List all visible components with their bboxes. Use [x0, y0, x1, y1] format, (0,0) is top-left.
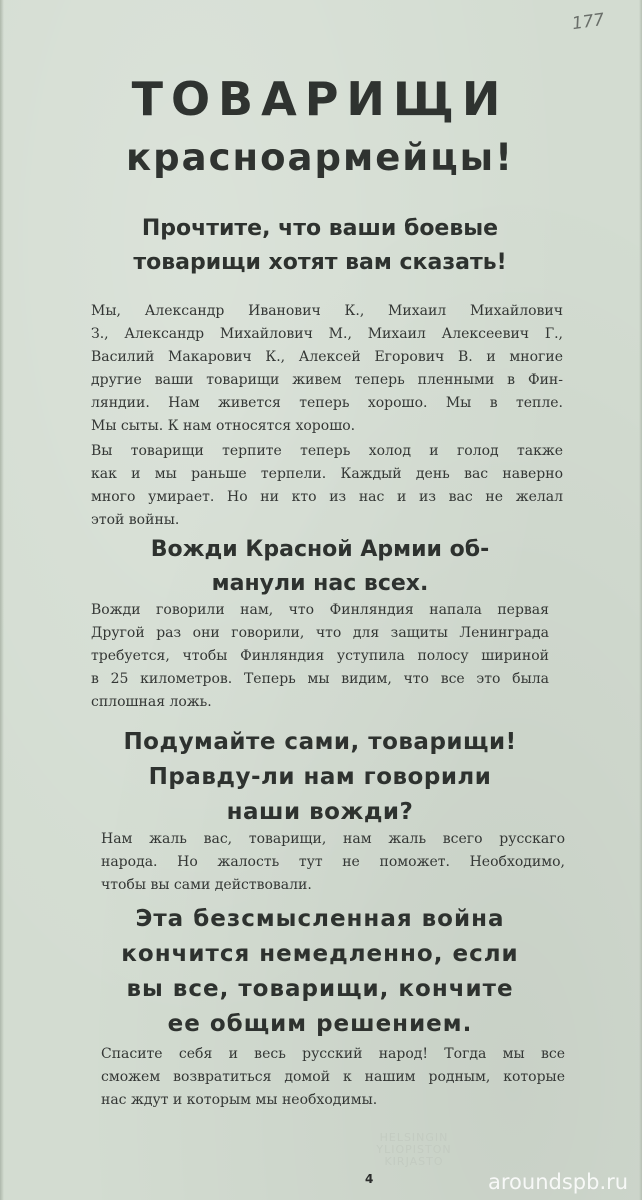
paragraph-line: сплошная ложь. — [91, 694, 212, 710]
page-number: 4 — [365, 1172, 374, 1186]
heading-senseless-war — [100, 902, 540, 1042]
paragraph-pity — [101, 828, 565, 897]
stamp-line: YLIOPISTON — [376, 1143, 452, 1156]
paragraph-line: Нам жаль вас, товарищи, нам жаль всего русскаго — [101, 831, 565, 847]
heading-think-yourselves — [100, 725, 540, 830]
paragraph-cold-hunger — [91, 440, 563, 532]
paragraph-line: нас ждут и которым мы необходимы. — [101, 1092, 378, 1108]
paragraph-line: как и мы раньше терпели. Каждый день вас наверно — [91, 466, 563, 482]
stamp-line: KIRJASTO — [384, 1155, 444, 1168]
paragraph-line: чтобы вы сами действовали. — [101, 877, 312, 893]
paragraph-line: народа. Но жалость тут не поможет. Необходимо, — [101, 854, 565, 870]
heading-line: наши вожди? — [226, 799, 414, 825]
heading-line: Правду-ли нам говорили — [148, 764, 492, 790]
heading-line: Эта безсмысленная война — [135, 906, 505, 932]
heading-line: манули нас всех. — [211, 571, 429, 596]
paragraph-line: Мы сыты. К нам относятся хорошо. — [91, 418, 356, 434]
archive-number: 177 — [570, 9, 606, 35]
title-comrades: ТОВАРИЩИ — [131, 72, 509, 126]
paragraph-line: Василий Макарович К., Алексей Егорович В. и многие — [91, 349, 563, 365]
heading-line: вы все, товарищи, кончите — [126, 976, 514, 1002]
paragraph-line: Мы, Александр Иванович К., Михаил Михайлович — [91, 303, 563, 319]
paragraph-line: другие ваши товарищи живем теперь пленными в Фин- — [91, 372, 563, 388]
site-watermark: aroundspb.ru — [488, 1170, 629, 1194]
paragraph-line: сможем возвратиться домой к нашим родным, которые — [101, 1069, 565, 1085]
heading-line: Подумайте сами, товарищи! — [123, 729, 517, 755]
library-stamp — [354, 1132, 474, 1168]
subtitle-line: товарищи хотят вам сказать! — [133, 250, 507, 275]
paragraph-save-yourselves — [101, 1043, 565, 1112]
paragraph-prisoners — [91, 300, 563, 438]
paragraph-line: в 25 километров. Теперь мы видим, что все это была — [91, 671, 549, 687]
title-red-army-men: красноармейцы! — [126, 136, 514, 179]
heading-line: кончится немедленно, если — [121, 941, 519, 967]
heading-red-army-leaders — [100, 533, 540, 601]
paragraph-line: Спасите себя и весь русский народ! Тогда мы все — [101, 1046, 565, 1062]
subtitle-line: Прочтите, что ваши боевые — [141, 216, 499, 241]
paragraph-leaders-lied — [91, 599, 549, 714]
stamp-line: HELSINGIN — [379, 1131, 449, 1144]
paper-edge-left — [0, 0, 4, 1200]
paragraph-line: ляндии. Нам живется теперь хорошо. Мы в тепле. — [91, 395, 563, 411]
heading-line: ее общим решением. — [167, 1011, 473, 1037]
subtitle-read — [100, 212, 540, 280]
paragraph-line: требуется, чтобы Финляндия уступила полосу шириной — [91, 648, 549, 664]
paragraph-line: много умирает. Но ни кто из нас и из вас не желал — [91, 489, 563, 505]
paragraph-line: З., Александр Михайлович М., Михаил Алексеевич Г., — [91, 326, 563, 342]
paragraph-line: Другой раз они говорили, что для защиты Ленинграда — [91, 625, 549, 641]
paragraph-line: Вожди говорили нам, что Финляндия напала первая — [91, 602, 549, 618]
paragraph-line: Вы товарищи терпите теперь холод и голод также — [91, 443, 563, 459]
paragraph-line: этой войны. — [91, 512, 180, 528]
heading-line: Вожди Красной Армии об- — [150, 537, 490, 562]
